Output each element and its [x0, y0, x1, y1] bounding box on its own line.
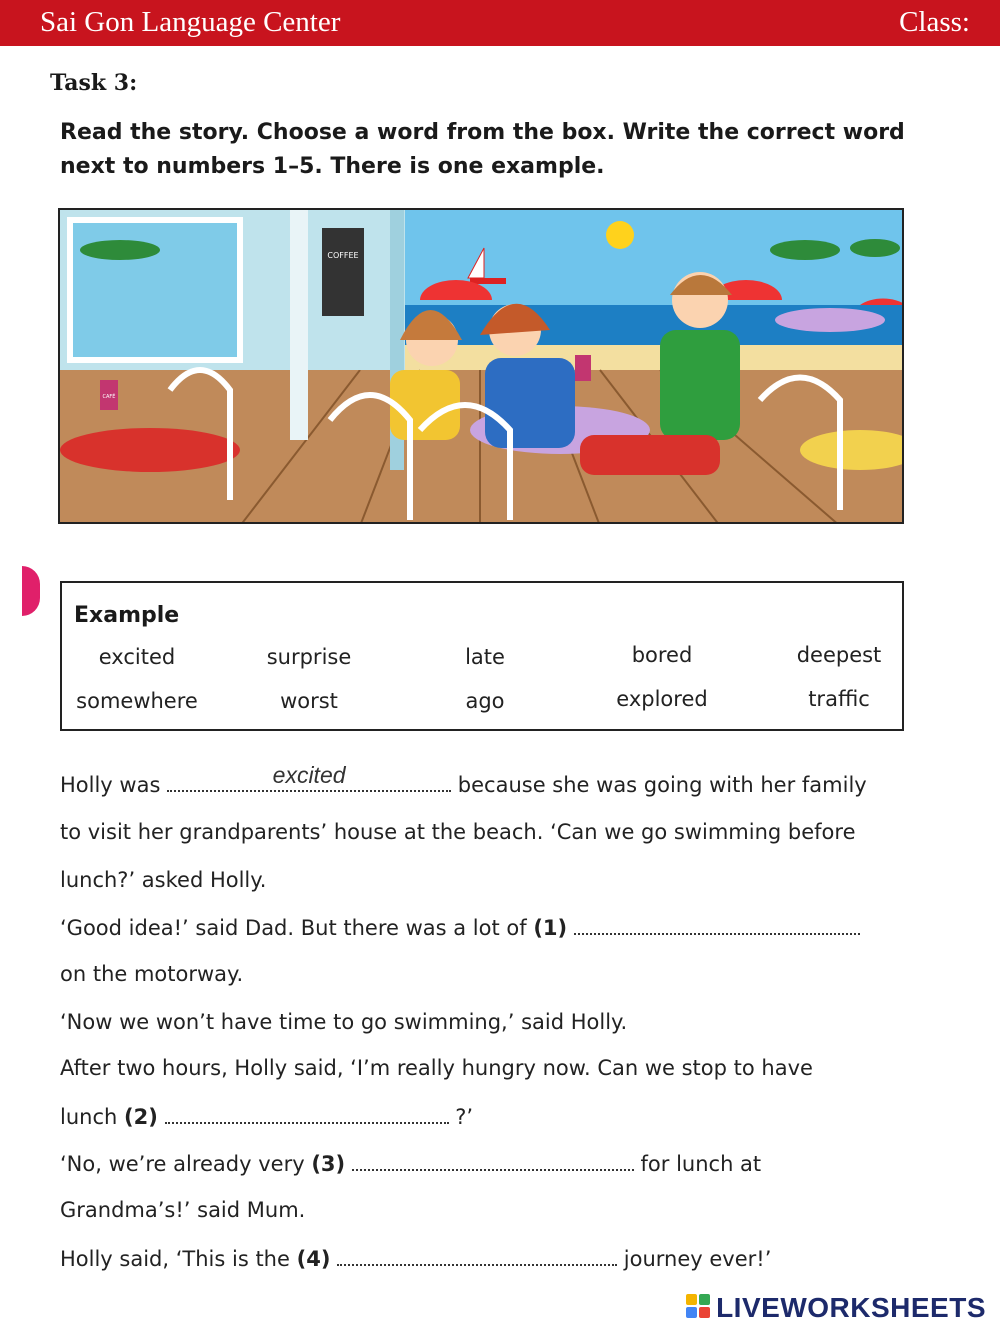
story-text: Holly said, ‘This is the	[60, 1247, 290, 1271]
story-text: Holly was	[60, 773, 161, 797]
page-tab-marker	[22, 566, 40, 616]
instructions: Read the story. Choose a word from the box. Write the correct word next to numbers 1–5. There is one example.	[60, 120, 905, 179]
liveworksheets-icon	[686, 1294, 712, 1320]
example-answer-blank	[167, 762, 451, 792]
answer-blank-1[interactable]	[574, 915, 860, 935]
task-label: Task 3:	[50, 70, 138, 96]
logo-text: LIVEWORKSHEETS	[716, 1292, 986, 1323]
story-line	[60, 1246, 920, 1271]
word-late: late	[465, 645, 505, 669]
answer-blank-3[interactable]	[352, 1151, 634, 1171]
story-text: because she was going with her family	[457, 773, 867, 797]
example-answer: excited	[272, 762, 346, 788]
cafe-beach-illustration	[58, 208, 904, 524]
blank-number-1: (1)	[533, 916, 568, 940]
liveworksheets-logo	[686, 1292, 986, 1324]
word-somewhere: somewhere	[76, 689, 198, 713]
story-line: lunch?’ asked Holly.	[60, 868, 267, 892]
blank-number-3: (3)	[311, 1152, 346, 1176]
word-excited: excited	[98, 645, 176, 669]
word-bored: bored	[631, 643, 693, 667]
story-line: ‘Now we won’t have time to go swimming,’ said Holly.	[60, 1010, 628, 1034]
story-line: After two hours, Holly said, ‘I’m really hungry now. Can we stop to have	[60, 1056, 813, 1080]
story-text: journey ever!’	[623, 1247, 772, 1271]
word-explored: explored	[616, 687, 708, 711]
story-line	[60, 915, 920, 940]
class-label: Class:	[899, 6, 970, 38]
story-line: to visit her grandparents’ house at the beach. ‘Can we go swimming before	[60, 820, 856, 844]
coffee-sign-text: COFFEE	[327, 251, 359, 260]
center-name: Sai Gon Language Center	[40, 6, 341, 38]
word-ago: ago	[465, 689, 505, 713]
scene-svg	[60, 210, 904, 524]
menu-card-text: CAFÉ	[102, 394, 116, 400]
story-line	[60, 1104, 920, 1129]
answer-blank-4[interactable]	[337, 1246, 617, 1266]
word-deepest: deepest	[796, 643, 882, 667]
story-line: Grandma’s!’ said Mum.	[60, 1198, 306, 1222]
word-traffic: traffic	[808, 687, 870, 711]
word-box	[60, 581, 904, 731]
example-label: Example	[74, 603, 180, 628]
story-text: ?’	[455, 1105, 474, 1129]
story-line: on the motorway.	[60, 962, 244, 986]
story-line	[60, 1151, 920, 1176]
word-surprise: surprise	[266, 645, 352, 669]
blank-number-4: (4)	[296, 1247, 331, 1271]
story-text: ‘No, we’re already very	[60, 1152, 305, 1176]
blank-number-2: (2)	[124, 1105, 158, 1129]
header-bar	[0, 0, 1000, 46]
story-text: ‘Good idea!’ said Dad. But there was a lot of	[60, 916, 527, 940]
word-worst: worst	[280, 689, 338, 713]
story-text: for lunch at	[640, 1152, 762, 1176]
story-text: lunch	[60, 1105, 118, 1129]
answer-blank-2[interactable]	[165, 1104, 449, 1124]
story-line	[60, 762, 920, 797]
